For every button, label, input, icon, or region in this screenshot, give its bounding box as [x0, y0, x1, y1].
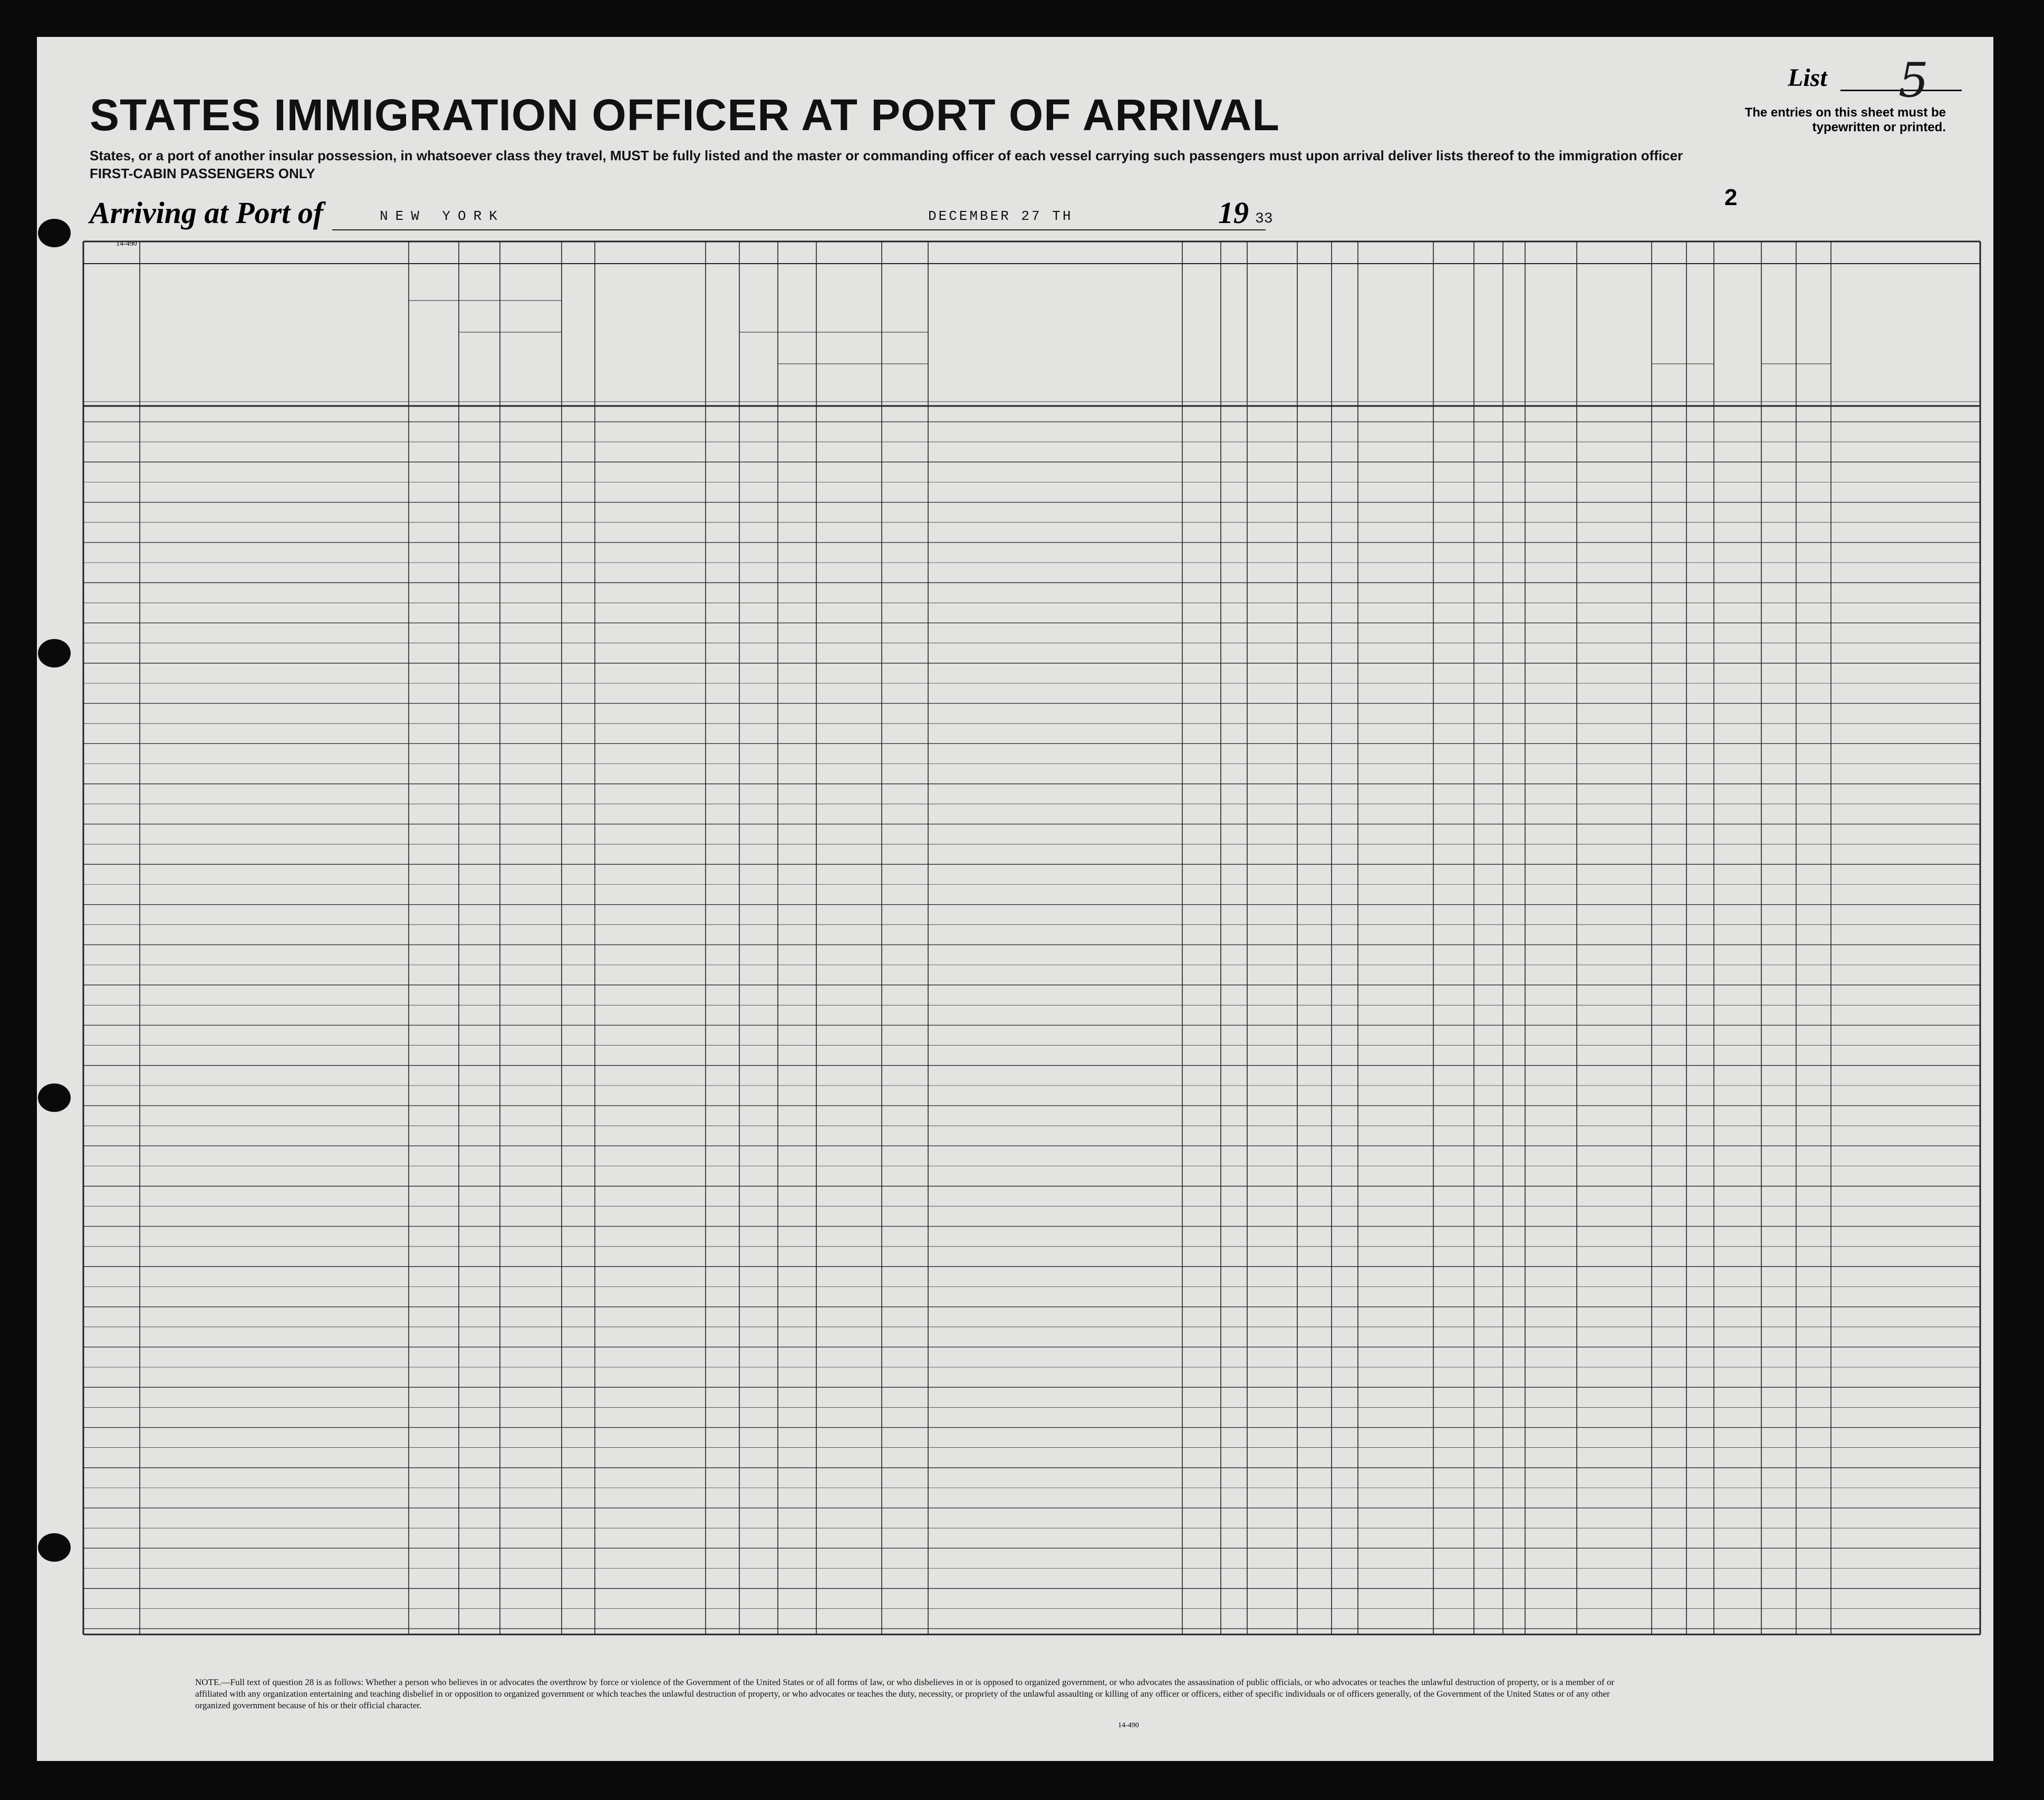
binder-hole — [38, 1083, 71, 1112]
footnote: NOTE.—Full text of question 28 is as follows: Whether a person who believes in or advocates the overthrow by force or violence of the Government of the United States or of all forms of law, or who disbelieves in or is opposed to organized government, or who advocates the assassination of public officials, or who advocates or teaches the unlawful destruction of property, or is a member of or affiliated with any organization entertaining and teaching disbelief in or opposition to organized government or which teaches the unlawful destruction of property, or who advocates or teaches the duty, necessity, or propriety of the unlawful assaulting or killing of any officer or officers, either of specific individuals or of officers generally, of the Government of the United States or of any other organized government because of his or their official character. — [195, 1677, 1615, 1710]
binder-hole — [38, 639, 71, 667]
binder-hole — [38, 1533, 71, 1562]
port-name: NEW YORK — [380, 208, 505, 224]
manifest-sheet — [37, 37, 1993, 1761]
arriving-label: Arriving at Port of — [90, 196, 324, 230]
arrival-date: DECEMBER 27 TH — [928, 208, 1073, 224]
typewritten-note: The entries on this sheet must be typewritten or printed. — [1744, 105, 1946, 134]
list-label: List — [1788, 64, 1827, 92]
binder-hole — [38, 219, 71, 247]
intro-text: States, or a port of another insular possession, in whatsoever class they travel, MUST be fully listed and the master or commanding officer of each vessel carrying such passengers must upon arrival deliver lists thereof to the immigration officer — [90, 148, 1683, 163]
sheet-number: 2 — [1724, 185, 1738, 210]
first-cabin-label: FIRST-CABIN PASSENGERS ONLY — [90, 166, 315, 181]
list-number: 5 — [1898, 53, 1929, 108]
year-suffix: 33 — [1255, 211, 1273, 227]
page-title: STATES IMMIGRATION OFFICER AT PORT OF ARRIVAL — [90, 90, 1280, 140]
footer-code: 14-490 — [1118, 1721, 1139, 1729]
form-code: 14-490 — [116, 240, 137, 248]
table-grid — [37, 37, 1993, 1761]
year-prefix: 19 — [1218, 196, 1249, 230]
